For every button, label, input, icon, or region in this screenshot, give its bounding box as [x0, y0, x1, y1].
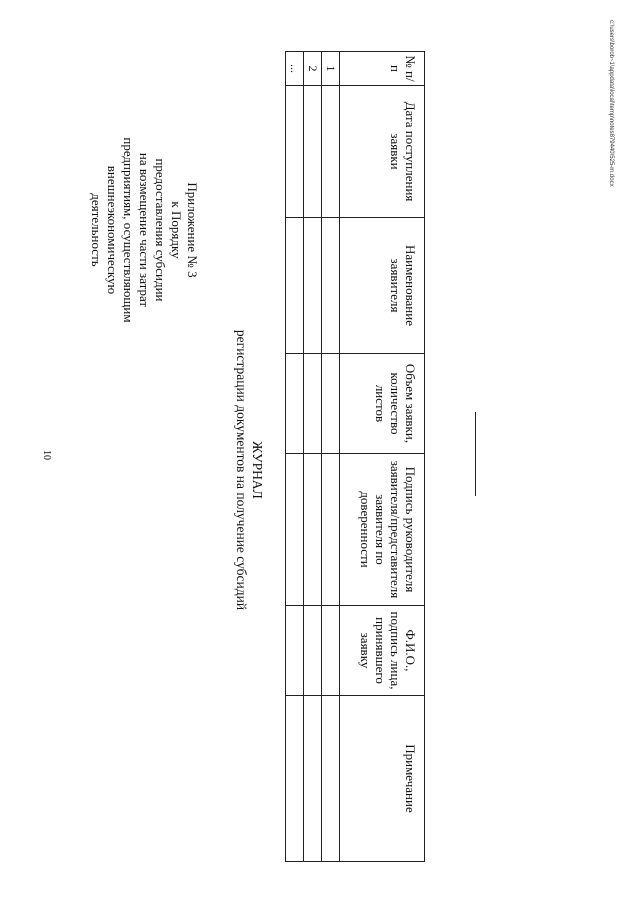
- appendix-line: к Порядку: [169, 201, 184, 259]
- header-application-volume: Объем заявки, количество листов: [340, 354, 425, 454]
- table-cell: [304, 696, 322, 862]
- table-cell: 1: [322, 52, 340, 86]
- header-receiver-name-signature: Ф.И.О., подпись лица, принявшего заявку: [340, 606, 425, 696]
- table-cell: [304, 606, 322, 696]
- registration-journal-table: [285, 51, 425, 862]
- table-cell: [322, 606, 340, 696]
- table-cell: [286, 606, 304, 696]
- table-cell: [304, 354, 322, 454]
- table-cell: [322, 86, 340, 218]
- table-cell: ...: [286, 52, 304, 86]
- journal-title: [233, 205, 265, 735]
- header-number: № п/п: [340, 52, 425, 86]
- table-cell: [304, 86, 322, 218]
- appendix-line: деятельность: [89, 193, 104, 267]
- header-applicant-name: Наименование заявителя: [340, 218, 425, 354]
- table-cell: [286, 696, 304, 862]
- appendix-line: предоставления субсидии: [153, 158, 168, 302]
- appendix-line: Приложение № 3: [185, 182, 200, 278]
- table-cell: [286, 354, 304, 454]
- table-cell: [304, 218, 322, 354]
- appendix-line: на возмещение части затрат: [137, 152, 152, 308]
- journal-title-main: ЖУРНАЛ: [250, 441, 265, 499]
- horizontal-separator-line: [475, 412, 476, 496]
- table-cell: [322, 696, 340, 862]
- table-cell: [286, 454, 304, 606]
- table-cell: [304, 454, 322, 606]
- footer-file-path: c:\users\borob~1\appdata\local\temp\notes879440\525-m.docx: [608, 20, 614, 187]
- appendix-line: внешнеэкономическую: [105, 165, 120, 295]
- table-cell: [286, 86, 304, 218]
- table-cell: [322, 454, 340, 606]
- appendix-header: [88, 60, 200, 400]
- table-row: [286, 52, 304, 862]
- table-row: [322, 52, 340, 862]
- table-cell: [286, 218, 304, 354]
- table-cell: [322, 354, 340, 454]
- header-date-received: Дата поступления заявки: [340, 86, 425, 218]
- table-cell: [322, 218, 340, 354]
- header-note: Примечание: [340, 696, 425, 862]
- header-applicant-signature: Подпись руководителя заявителя/представителя заявителя по доверенности: [340, 454, 425, 606]
- table-row: [304, 52, 322, 862]
- journal-title-subtitle: регистрации документов на получение субсидий: [234, 329, 249, 611]
- table-cell: 2: [304, 52, 322, 86]
- appendix-line: предприятиям, осуществляющим: [121, 137, 136, 323]
- page-number: 10: [41, 450, 52, 460]
- table-header-row: [340, 52, 425, 862]
